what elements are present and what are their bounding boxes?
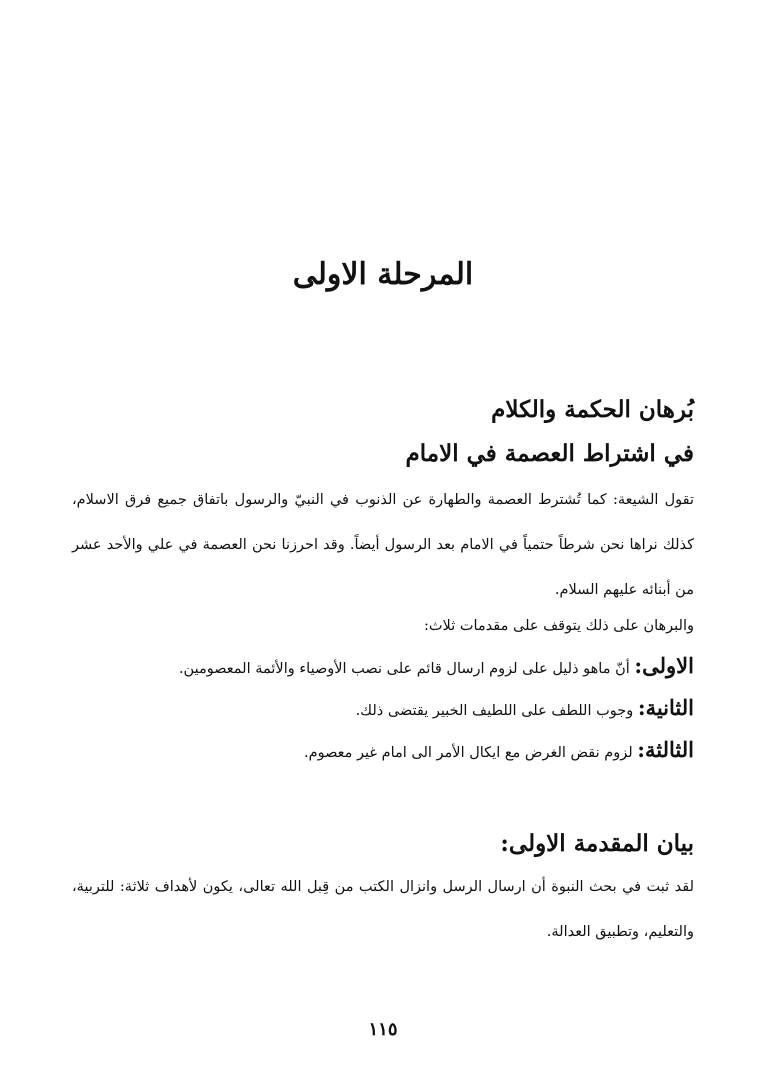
- premise-second: [72, 688, 694, 731]
- body-paragraph-first-premise: لقد ثبت في بحث النبوة أن ارسال الرسل وانزال الكتب من قِبل الله تعالى، يكون لأهداف ثلاثة: للتربية، والتعليم، وتطبيق العدالة.: [72, 879, 694, 940]
- section-subheading-infallibility: في اشتراط العصمة في الامام: [405, 440, 694, 467]
- section-heading-first-premise: بيان المقدمة الاولى:: [500, 830, 694, 857]
- premise-third-label: الثالثة:: [637, 737, 694, 762]
- premise-first-label: الاولى:: [634, 653, 694, 678]
- premise-second-label: الثانية:: [637, 695, 694, 720]
- body-paragraph-premises-intro: والبرهان على ذلك يتوقف على مقدمات ثلاث:: [424, 618, 694, 634]
- premise-first: [72, 646, 694, 689]
- page-number: ١١٥: [368, 1019, 398, 1040]
- body-paragraph-intro: تقول الشيعة: كما تُشترط العصمة والطهارة عن الذنوب في النبيّ والرسول باتفاق جميع فرق الاسلام، كذلك نراها نحن شرطاً حتمياً في الامام بعد الرسول أيضاً. وقد احرزنا نحن العصمة في علي والأحد عشر من أبنائه عليهم السلام.: [72, 492, 694, 598]
- premise-third-text: لزوم نقض الغرض مع ايكال الأمر الى امام غير معصوم.: [304, 745, 638, 761]
- premise-second-text: وجوب اللطف على اللطيف الخبير يقتضى ذلك.: [355, 703, 638, 719]
- premise-first-text: أنّ ماهو ذليل على لزوم ارسال قائم على نصب الأوصياء والأئمة المعصومين.: [178, 661, 635, 677]
- section-heading-proof: بُرهان الحكمة والكلام: [491, 396, 694, 423]
- chapter-title: المرحلة الاولى: [292, 257, 474, 292]
- premise-third: [72, 730, 694, 773]
